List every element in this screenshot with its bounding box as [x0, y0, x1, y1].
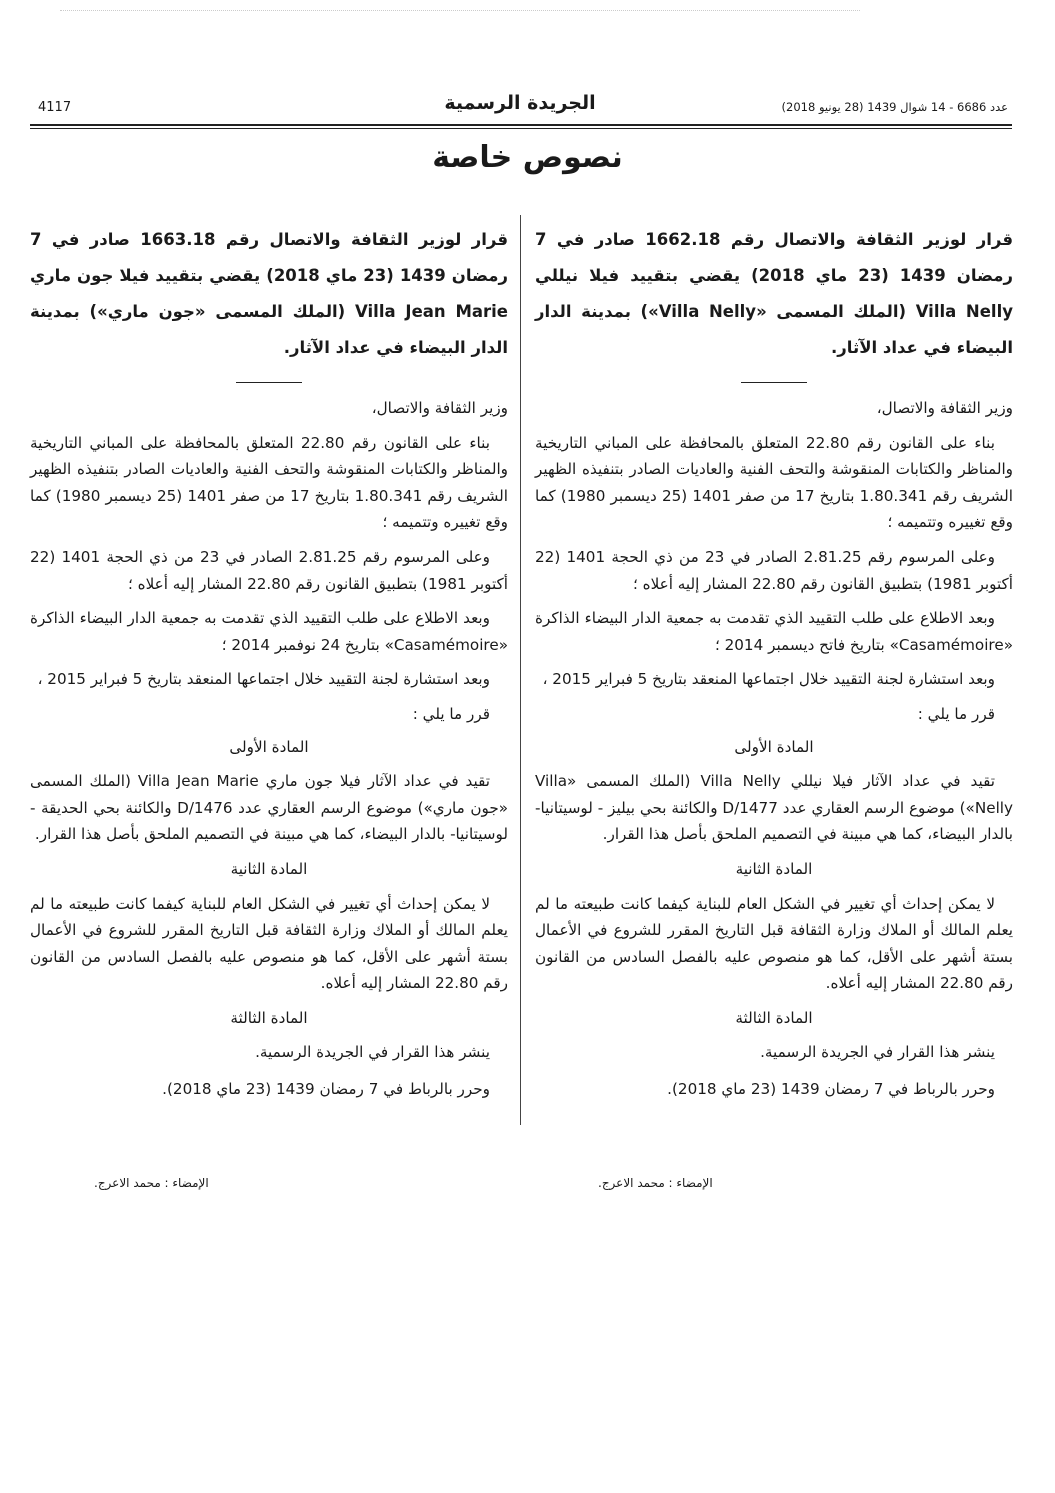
article-title: المادة الثانية — [230, 859, 308, 878]
preamble-paragraph: وبعد الاطلاع على طلب التقييد الذي تقدمت به جمعية الدار البيضاء الذاكرة «Casamémoire» بتاريخ 24 نوفمبر 2014 ؛ — [30, 609, 508, 654]
article-text: لا يمكن إحداث أي تغيير في الشكل العام للبناية كيفما كانت طبيعته ما لم يعلم المالك أو الملاك وزارة الثقافة قبل التاريخ المقرر للشروع في الأعمال بستة أشهر على الأقل، كما هو منصوص عليه بالفصل السادس من القانون رقم 22.80 المشار إليه أعلاه. — [30, 894, 508, 993]
decision-column-1 — [535, 222, 1013, 1103]
preamble-paragraph: وبعد استشارة لجنة التقييد خلال اجتماعها المنعقد بتاريخ 5 فبراير 2015 ، — [37, 670, 490, 689]
column-divider — [520, 215, 521, 1125]
gazette-title: الجريدة الرسمية — [444, 92, 596, 114]
authority-line: وزير الثقافة والاتصال، — [371, 399, 508, 417]
decision-column-2 — [30, 222, 508, 1103]
decide-line: قرر ما يلي : — [917, 704, 995, 723]
article-title: المادة الأولى — [229, 737, 309, 756]
closing-line: وحرر بالرباط في 7 رمضان 1439 (23 ماي 2018). — [162, 1080, 490, 1099]
authority-line: وزير الثقافة والاتصال، — [876, 399, 1013, 417]
scan-noise-line — [60, 10, 860, 11]
article-text: ينشر هذا القرار في الجريدة الرسمية. — [255, 1043, 490, 1062]
decision-title: قرار لوزير الثقافة والاتصال رقم 1663.18 صادر في 7 رمضان 1439 (23 ماي 2018) يقضي بتقييد فيلا جون ماري Villa Jean Marie (الملك المسمى «جون ماري») بمدينة الدار البيضاء في عداد الآثار. — [30, 230, 509, 357]
section-title: نصوص خاصة — [432, 140, 623, 175]
closing-line: وحرر بالرباط في 7 رمضان 1439 (23 ماي 2018). — [667, 1080, 995, 1099]
title-rule — [741, 382, 807, 383]
article-title: المادة الثانية — [735, 859, 813, 878]
preamble-paragraph: وبعد الاطلاع على طلب التقييد الذي تقدمت به جمعية الدار البيضاء الذاكرة «Casamémoire» بتاريخ فاتح ديسمبر 2014 ؛ — [535, 609, 1013, 654]
article-text: لا يمكن إحداث أي تغيير في الشكل العام للبناية كيفما كانت طبيعته ما لم يعلم المالك أو الملاك وزارة الثقافة قبل التاريخ المقرر للشروع في الأعمال بستة أشهر على الأقل، كما هو منصوص عليه بالفصل السادس من القانون رقم 22.80 المشار إليه أعلاه. — [535, 894, 1013, 993]
page-number: 4117 — [38, 100, 72, 115]
preamble-paragraph: بناء على القانون رقم 22.80 المتعلق بالمحافظة على المباني التاريخية والمناظر والكتابات المنقوشة والتحف الفنية والعاديات الصادر بتنفيذه الظهير الشريف رقم 1.80.341 بتاريخ 17 من صفر 1401 (25 ديسمبر 1980) كما وقع تغييره وتتميمه ؛ — [30, 433, 508, 532]
preamble-paragraph: وعلى المرسوم رقم 2.81.25 الصادر في 23 من ذي الحجة 1401 (22 أكتوبر 1981) بتطبيق القانون رقم 22.80 المشار إليه أعلاه ؛ — [535, 547, 1013, 593]
article-title: المادة الثالثة — [230, 1008, 308, 1027]
header-rule — [30, 124, 1012, 126]
article-text: تقيد في عداد الآثار فيلا نيللي Villa Nelly (الملك المسمى «Villa Nelly») موضوع الرسم العقاري عدد D/1477 والكائنة بحي بيليز - لوسيتانيا- بالدار البيضاء، كما هي مبينة في التصميم الملحق بأصل هذا القرار. — [535, 772, 1013, 844]
signature-2: الإمضاء : محمد الاعرج. — [94, 1176, 209, 1190]
decision-title: قرار لوزير الثقافة والاتصال رقم 1662.18 صادر في 7 رمضان 1439 (23 ماي 2018) يقضي بتقييد فيلا نيللي Villa Nelly (الملك المسمى «Villa Nelly») بمدينة الدار البيضاء في عداد الآثار. — [535, 230, 1013, 357]
preamble-paragraph: وبعد استشارة لجنة التقييد خلال اجتماعها المنعقد بتاريخ 5 فبراير 2015 ، — [542, 670, 995, 689]
page-header — [30, 92, 1010, 122]
article-text: تقيد في عداد الآثار فيلا جون ماري Villa Jean Marie (الملك المسمى «جون ماري») موضوع الرسم العقاري عدد D/1476 والكائنة بحي الحديقة - لوسيتانيا- بالدار البيضاء، كما هي مبينة في التصميم الملحق بأصل هذا القرار. — [30, 772, 508, 844]
title-rule — [236, 382, 302, 383]
header-rule-thin — [30, 128, 1012, 129]
article-title: المادة الثالثة — [735, 1008, 813, 1027]
issue-info: عدد 6686 - 14 شوال 1439 (28 يونيو 2018) — [781, 100, 1008, 114]
decide-line: قرر ما يلي : — [412, 704, 490, 723]
signature-1: الإمضاء : محمد الاعرج. — [598, 1176, 713, 1190]
preamble-paragraph: وعلى المرسوم رقم 2.81.25 الصادر في 23 من ذي الحجة 1401 (22 أكتوبر 1981) بتطبيق القانون رقم 22.80 المشار إليه أعلاه ؛ — [30, 547, 508, 593]
preamble-paragraph: بناء على القانون رقم 22.80 المتعلق بالمحافظة على المباني التاريخية والمناظر والكتابات المنقوشة والتحف الفنية والعاديات الصادر بتنفيذه الظهير الشريف رقم 1.80.341 بتاريخ 17 من صفر 1401 (25 ديسمبر 1980) كما وقع تغييره وتتميمه ؛ — [535, 433, 1013, 532]
article-text: ينشر هذا القرار في الجريدة الرسمية. — [760, 1043, 995, 1062]
article-title: المادة الأولى — [734, 737, 814, 756]
